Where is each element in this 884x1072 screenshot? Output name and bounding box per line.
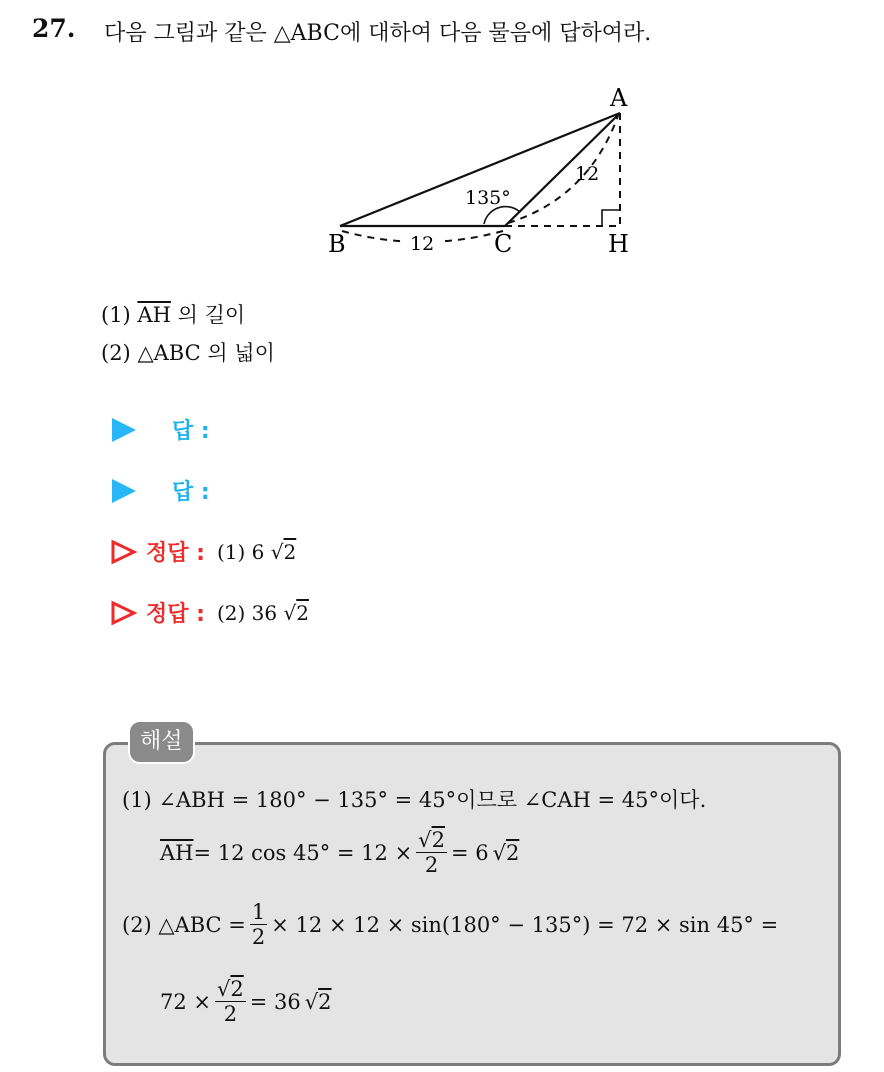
solution-line-2: $\overline{AH}$ = 12 cos 45° = 12 × $\frac{√2}{2}$ = 6 √2 (160, 828, 520, 878)
length-ca-label: 12 (575, 163, 600, 185)
correct-answer-1 (110, 536, 296, 567)
correct-value: (1) 6 √2 (216, 539, 297, 564)
outline-arrow-icon (110, 539, 138, 565)
answer-label: 답 : (172, 419, 210, 444)
label-b: B (328, 230, 346, 258)
segment-ah: $\overline{AH}$ (137, 303, 171, 327)
label-c: C (494, 230, 513, 258)
play-arrow-icon (112, 479, 136, 503)
length-bc-label: 12 (410, 233, 435, 255)
right-angle-mark (602, 210, 620, 226)
solution-line-4: 72 × $\frac{√2}{2}$ = 36 √2 (160, 977, 332, 1027)
subquestion-1: (1) $\overline{AH}$ 의 길이 (101, 303, 246, 327)
answer-label: 답 : (172, 480, 210, 505)
outline-arrow-icon (110, 600, 138, 626)
correct-label: 정답 : (146, 541, 205, 566)
solution-line-3: (2) △ABC = $\frac{1}{2}$ × 12 × 12 × sin(180° − 135°) = 72 × sin 45° = (122, 900, 779, 950)
question-number: 27. (32, 14, 76, 43)
triangle-figure (320, 78, 650, 258)
solution-tag: 해설 (128, 720, 195, 764)
question-text: 다음 그림과 같은 △ABC에 대하여 다음 물음에 답하여라. (104, 21, 652, 46)
solution-line-1: (1) ∠ABH = 180° − 135° = 45°이므로 ∠CAH = 45°이다. (122, 788, 707, 812)
correct-answer-2 (110, 597, 309, 628)
correct-label: 정답 : (146, 602, 205, 627)
label-h: H (608, 230, 629, 258)
play-arrow-icon (112, 418, 136, 442)
correct-value: (2) 36 √2 (216, 600, 309, 625)
side-ca (505, 113, 620, 226)
subquestion-2: (2) △ABC 의 넓이 (101, 341, 275, 365)
label-a: A (610, 84, 628, 112)
answer-row-2 (112, 475, 210, 506)
answer-row-1 (112, 414, 210, 445)
angle-label: 135° (465, 187, 511, 209)
